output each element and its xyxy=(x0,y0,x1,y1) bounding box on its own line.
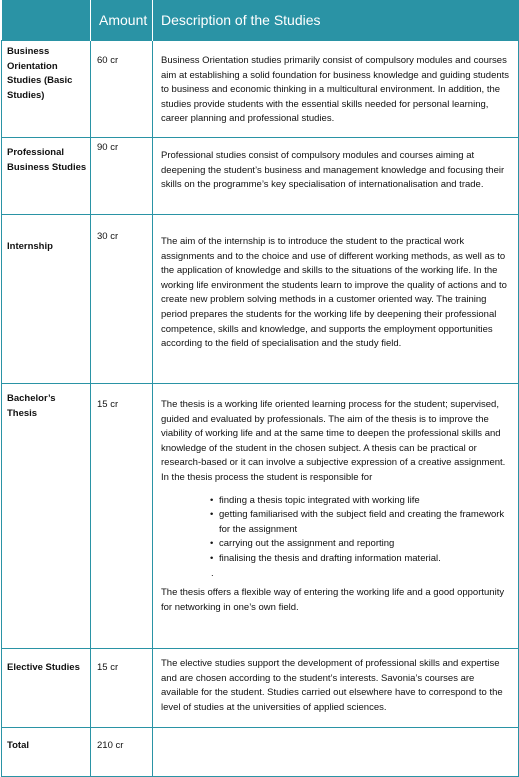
row-description xyxy=(153,384,519,649)
stray-dot: . xyxy=(211,567,214,579)
list-item: • getting familiarised with the subject field and creating the framework for the assignment xyxy=(210,509,505,535)
header-amount: Amount xyxy=(91,0,153,41)
list-item: • carrying out the assignment and reporting xyxy=(219,537,512,552)
row-description: Professional studies consist of compulsory modules and courses aiming at deepening the student’s business and management knowledge and focusing their skills on the programme’s key specialisation of internationalisation and trade. xyxy=(153,138,519,215)
table-row-bachelors-thesis xyxy=(2,384,519,649)
row-name: Professional Business Studies xyxy=(2,138,91,215)
row-amount: 90 cr xyxy=(91,138,153,215)
table-row-professional-business xyxy=(2,138,519,215)
list-item: • finalising the thesis and drafting information material. xyxy=(219,552,512,567)
row-amount: 15 cr xyxy=(91,384,153,649)
table-row-total xyxy=(2,728,519,777)
table-header-row xyxy=(2,0,519,41)
bullet-icon: • xyxy=(210,538,214,550)
list-item: • finding a thesis topic integrated with working life xyxy=(219,494,512,509)
row-description xyxy=(153,728,519,777)
row-amount: 15 cr xyxy=(91,649,153,728)
row-name: Total xyxy=(2,728,91,777)
bullet-icon: • xyxy=(210,494,214,506)
bullet-icon: • xyxy=(210,552,214,564)
studies-table xyxy=(1,0,519,777)
row-amount: 60 cr xyxy=(91,41,153,138)
row-name: Bachelor’s Thesis xyxy=(2,384,91,649)
row-name: Elective Studies xyxy=(2,649,91,728)
thesis-closing: The thesis offers a flexible way of entering the working life and a good opportunity for networking in one’s own field. xyxy=(161,587,505,613)
row-amount: 210 cr xyxy=(91,728,153,777)
row-description: Business Orientation studies primarily consist of compulsory modules and courses aim at establishing a solid foundation for business knowledge and guiding students to business and economic thinking in a multicultural environment. In addition, the studies provide students with the essential skills needed for personal learning, career planning and professional studies. xyxy=(153,41,519,138)
thesis-intro: The thesis is a working life oriented learning process for the student; supervised, guided and evaluated by professionals. The aim of the thesis is to improve the viability of working life and at the same time to deepen the professional skills and knowledge of the student in the chosen subject. A thesis can be practical or research-based or it can involve a subjective expression of a creative assignment. In the thesis process the student is responsible for xyxy=(161,399,506,483)
header-blank xyxy=(2,0,91,41)
table-row-business-orientation xyxy=(2,41,519,138)
thesis-responsibility-list xyxy=(161,494,512,567)
row-description: The elective studies support the development of professional skills and expertise and are chosen according to the student’s interests. Savonia’s courses are available for the student. Studies carried out elsewhere have to correspond to the level of studies at the universities of applied sciences. xyxy=(153,649,519,728)
row-name: Business Orientation Studies (Basic Studies) xyxy=(2,41,91,138)
table-row-internship xyxy=(2,215,519,384)
row-description: The aim of the internship is to introduce the student to the practical work assignments and to the choice and use of different working methods, as well as to the application of knowledge and skills to the situations of the working life. In the working life environment the students learn to improve the quality of actions and to create new problem solving methods in a customer oriented way. The training period prepares the students for the working life by deepening their professional competence, skills and knowledge, and supports the employment opportunities according to the field of specialisation and the study field. xyxy=(153,215,519,384)
row-amount: 30 cr xyxy=(91,215,153,384)
table-row-elective-studies xyxy=(2,649,519,728)
header-description: Description of the Studies xyxy=(153,0,519,41)
bullet-icon: • xyxy=(210,509,214,521)
row-name: Internship xyxy=(2,215,91,384)
